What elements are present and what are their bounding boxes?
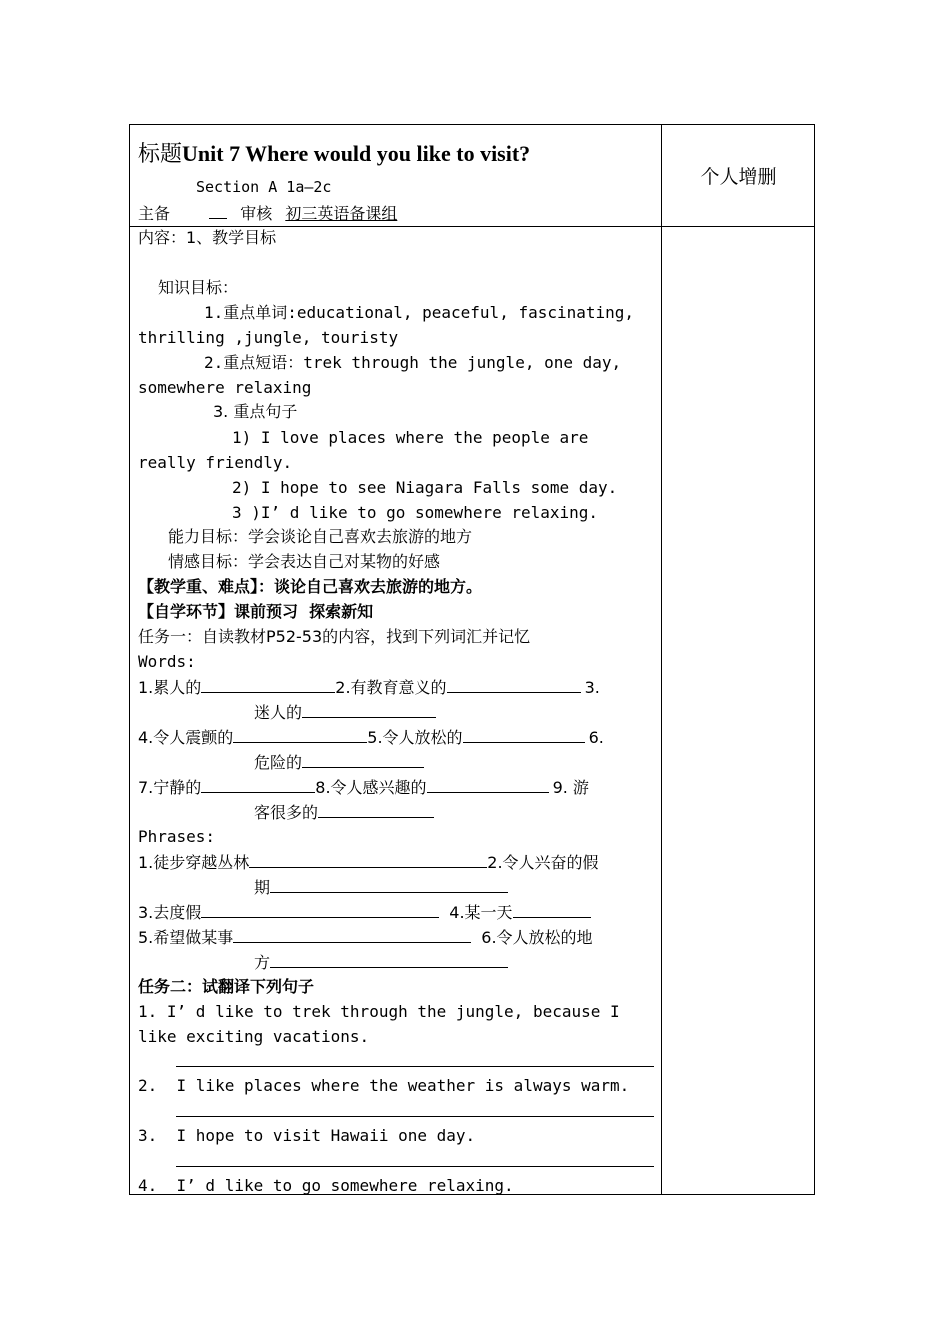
vocab-9b: 客很多的 (254, 803, 319, 822)
phrase-5: 5.希望做某事 (138, 928, 234, 947)
ability-goal: 能力目标：学会谈论自己喜欢去旅游的地方 (168, 527, 473, 546)
lesson-plan-table (129, 124, 815, 1195)
phrases-line-2: somewhere relaxing (138, 378, 312, 397)
phrase-6a: 6.令人放松的地 (481, 928, 593, 947)
phrase-row-3 (138, 927, 593, 948)
title-text: Unit 7 Where would you like to visit? (182, 141, 531, 166)
vocab-3a: 3. (584, 678, 600, 697)
lead-label: 主备 (138, 204, 171, 223)
vocab-7-blank[interactable] (201, 777, 315, 793)
phrase-row-1b (254, 877, 508, 898)
key-points: 【教学重、难点】：谈论自己喜欢去旅游的地方。 (138, 577, 483, 596)
vocab-3b: 迷人的 (254, 703, 303, 722)
answer-line-1[interactable] (176, 1066, 654, 1067)
page-title (138, 137, 530, 168)
phrase-3: 3.去度假 (138, 903, 202, 922)
phrase-2b: 期 (254, 878, 271, 897)
phrases-line-1: 2.重点短语：trek through the jungle, one day, (204, 353, 622, 372)
sentence-1a: 1) I love places where the people are (232, 428, 589, 447)
vocab-8: 8.令人感兴趣的 (315, 778, 427, 797)
translate-1a: 1. I’ d like to trek through the jungle, because I (138, 1002, 620, 1021)
vocab-5: 5.令人放松的 (367, 728, 463, 747)
vocab-6a: 6. (588, 728, 604, 747)
vocab-2: 2.有教育意义的 (335, 678, 447, 697)
lead-blank (209, 203, 227, 219)
vocab-row-1 (138, 677, 600, 698)
phrase-3-blank[interactable] (201, 902, 439, 918)
vocab-9-blank[interactable] (318, 802, 434, 818)
vocab-2-blank[interactable] (447, 677, 581, 693)
review-label: 审核 (240, 204, 273, 223)
phrase-1-blank[interactable] (249, 852, 487, 868)
phrase-2-blank[interactable] (270, 877, 508, 893)
vocab-row-1b (254, 702, 436, 723)
section-label: Section A 1a—2c (196, 178, 332, 196)
answer-line-3[interactable] (176, 1166, 654, 1167)
vocab-8-blank[interactable] (427, 777, 549, 793)
column-divider (661, 125, 662, 1194)
phrase-6-blank[interactable] (270, 952, 508, 968)
vocab-1-blank[interactable] (201, 677, 335, 693)
sentence-1b: really friendly. (138, 453, 293, 472)
vocab-7: 7.宁静的 (138, 778, 202, 797)
sentence-2: 2) I hope to see Niagara Falls some day. (232, 478, 618, 497)
emotion-goal: 情感目标：学会表达自己对某物的好感 (168, 552, 441, 571)
vocab-3-blank[interactable] (302, 702, 436, 718)
vocab-row-3 (138, 777, 589, 798)
phrase-1: 1.徒步穿越丛林 (138, 853, 250, 872)
vocab-5-blank[interactable] (463, 727, 585, 743)
task-1: 任务一：自读教材P52-53的内容，找到下列词汇并记忆 (138, 627, 531, 646)
phrase-2a: 2.令人兴奋的假 (487, 853, 599, 872)
phrase-row-2 (138, 902, 591, 923)
vocab-1: 1.累人的 (138, 678, 202, 697)
row-divider (130, 226, 814, 227)
vocab-4-blank[interactable] (233, 727, 367, 743)
self-study: 【自学环节】课前预习 探索新知 (138, 602, 374, 621)
answer-line-2[interactable] (176, 1116, 654, 1117)
words-label: Words: (138, 652, 196, 671)
intro-line: 内容：1、教学目标 (138, 228, 277, 247)
translate-4: 4. I’ d like to go somewhere relaxing. (138, 1176, 514, 1195)
vocab-9a: 9. 游 (552, 778, 589, 797)
phrase-row-1 (138, 852, 599, 873)
header-cell (138, 125, 658, 225)
vocab-6-blank[interactable] (302, 752, 424, 768)
knowledge-label: 知识目标： (158, 278, 239, 297)
phrase-4: 4.某一天 (449, 903, 513, 922)
task-2: 任务二：试翻译下列句子 (138, 977, 315, 996)
vocab-row-3b (254, 802, 434, 823)
editors-line (138, 201, 397, 224)
phrase-5-blank[interactable] (233, 927, 471, 943)
vocab-4: 4.令人震颤的 (138, 728, 234, 747)
reviewer-name: 初三英语备课组 (285, 204, 398, 223)
vocab-row-2b (254, 752, 424, 773)
translate-1b: like exciting vacations. (138, 1027, 370, 1046)
vocab-row-2 (138, 727, 604, 748)
phrase-6b: 方 (254, 953, 271, 972)
translate-3: 3. I hope to visit Hawaii one day. (138, 1126, 476, 1145)
translate-2: 2. I like places where the weather is always warm. (138, 1076, 630, 1095)
side-header: 个人增删 (700, 165, 777, 188)
title-prefix: 标题 (138, 141, 183, 166)
phrase-row-3b (254, 952, 508, 973)
words-line-2: thrilling ,jungle, touristy (138, 328, 399, 347)
phrases-label: Phrases: (138, 827, 216, 846)
phrase-4-blank[interactable] (513, 902, 591, 918)
words-line-1: 1.重点单词:educational, peaceful, fascinating, (204, 303, 635, 322)
vocab-6b: 危险的 (254, 753, 303, 772)
sentence-3: 3 )I’ d like to go somewhere relaxing. (232, 503, 599, 522)
sentences-label: 3. 重点句子 (213, 402, 298, 421)
